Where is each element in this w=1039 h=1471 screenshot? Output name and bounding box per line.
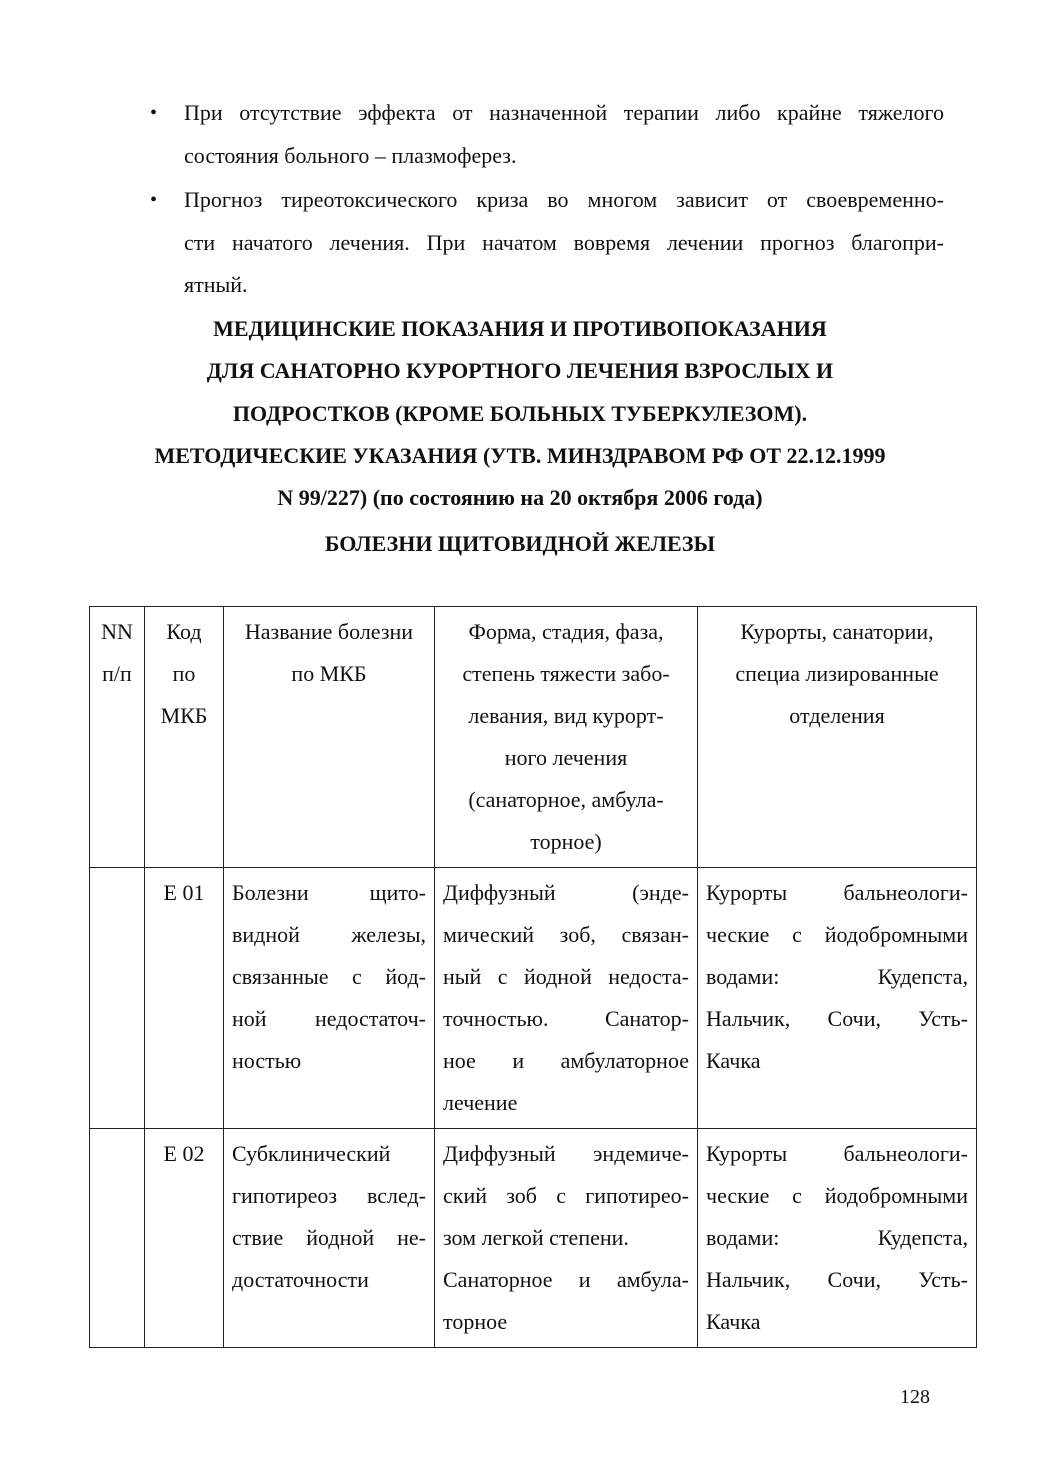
heading-line: ПОДРОСТКОВ (КРОМЕ БОЛЬНЫХ ТУБЕРКУЛЕЗОМ). [232, 400, 808, 426]
section-heading [90, 308, 950, 566]
header-cell-name: Название болезни по МКБ [224, 607, 435, 868]
cell-code: E 01 [145, 868, 224, 1129]
table-row [90, 868, 977, 1129]
diseases-table [89, 606, 977, 1348]
bullet-line: Прогноз тиреотоксического криза во многом зависит от своевременно- [184, 187, 944, 212]
bullet-item [144, 179, 944, 307]
cell-disease-name: Субклинический гипотиреоз вслед- ствие йодной не- достаточности [224, 1129, 435, 1348]
page-number: 128 [900, 1386, 930, 1408]
heading-line: МЕДИЦИНСКИЕ ПОКАЗАНИЯ И ПРОТИВОПОКАЗАНИЯ [213, 316, 827, 341]
bullet-dot-icon: • [150, 102, 158, 124]
bullet-item [144, 92, 944, 177]
heading-line: N 99/227) (по состоянию на 20 октября 2006 года) [277, 485, 763, 511]
header-cell-form: Форма, стадия, фаза, степень тяжести забо- левания, вид курорт- ного лечения (санаторное, амбула- торное) [435, 607, 698, 868]
bullet-list [144, 92, 944, 307]
heading-line: ДЛЯ САНАТОРНО КУРОРТНОГО ЛЕЧЕНИЯ ВЗРОСЛЫХ И [206, 358, 834, 384]
cell-form: Диффузный (энде- мический зоб, связан- ный с йодной недоста- точностью. Санатор- ное и амбулаторное лечение [435, 868, 698, 1129]
cell-code: E 02 [145, 1129, 224, 1348]
cell-nn [90, 868, 145, 1129]
subheading: БОЛЕЗНИ ЩИТОВИДНОЙ ЖЕЛЕЗЫ [324, 531, 716, 557]
cell-disease-name: Болезни щито- видной железы, связанные с йод- ной недостаточ- ностью [224, 868, 435, 1129]
bullet-line: При отсутствие эффекта от назначенной терапии либо крайне тяжелого [184, 100, 944, 125]
header-cell-code: Код по МКБ [145, 607, 224, 868]
table-header-row [90, 607, 977, 868]
header-cell-resorts: Курорты, санатории, специа лизированные отделения [698, 607, 977, 868]
cell-nn [90, 1129, 145, 1348]
bullet-line: состояния больного – плазмоферез. [184, 142, 517, 168]
bullet-dot-icon: • [150, 189, 158, 211]
header-cell-nn: NN п/п [90, 607, 145, 868]
cell-resorts: Курорты бальнеологи- ческие с йодобромными водами: Кудепста, Нальчик, Сочи, Усть- Качка [698, 868, 977, 1129]
cell-form: Диффузный эндемиче- ский зоб с гипотирео- зом легкой степени. Санаторное и амбула- торное [435, 1129, 698, 1348]
bullet-line: ятный. [184, 272, 248, 297]
table-row [90, 1129, 977, 1348]
heading-line: МЕТОДИЧЕСКИЕ УКАЗАНИЯ (УТВ. МИНЗДРАВОМ РФ ОТ 22.12.1999 [154, 442, 886, 468]
bullet-line: сти начатого лечения. При начатом вовремя лечении прогноз благопри- [184, 229, 944, 255]
cell-resorts: Курорты бальнеологи- ческие с йодобромными водами: Кудепста, Нальчик, Сочи, Усть- Качка [698, 1129, 977, 1348]
